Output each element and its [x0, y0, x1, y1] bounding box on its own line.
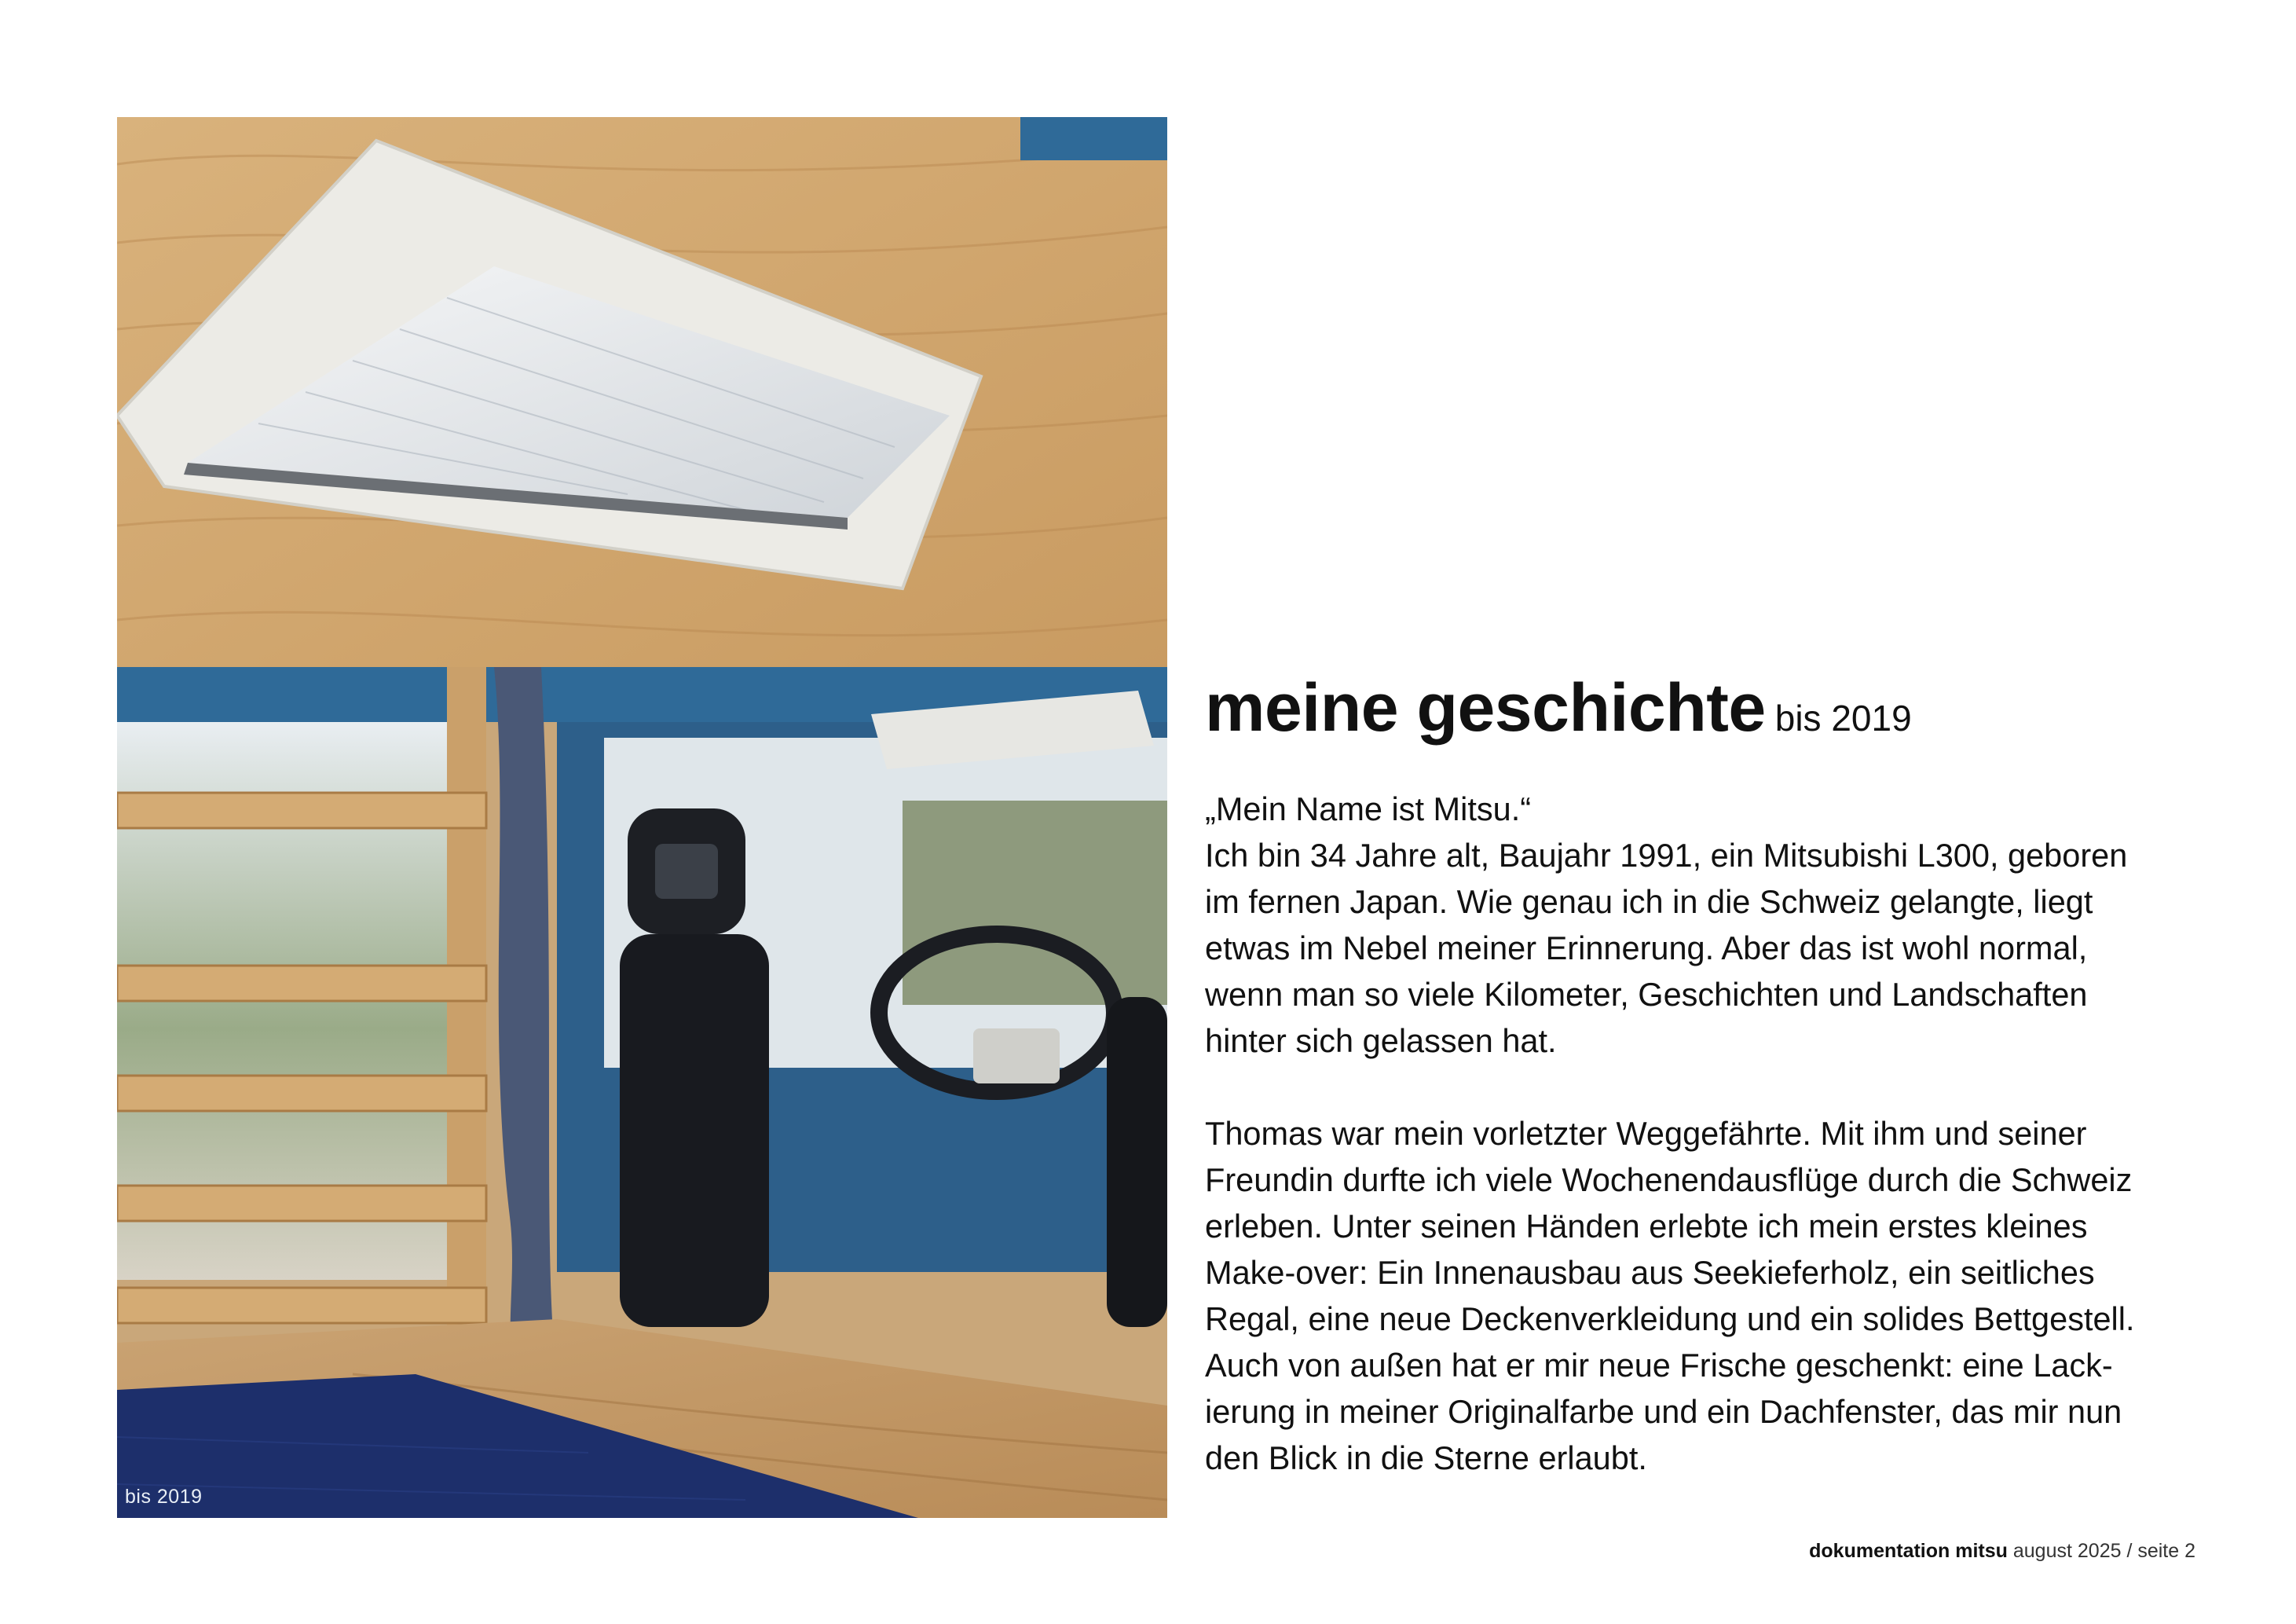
text-line: etwas im Nebel meiner Erinnerung. Aber das ist wohl normal,: [1205, 929, 2088, 966]
page-footer: [1809, 1540, 2195, 1563]
paragraph-2: [1205, 1110, 2210, 1481]
paragraph-1: [1205, 786, 2210, 1064]
footer-doc-title: dokumentation mitsu: [1809, 1540, 2008, 1562]
text-line: Thomas war mein vorletzter Weggefährte. Mit ihm und seiner: [1205, 1115, 2087, 1152]
text-line: Freundin durfte ich viele Wochenendausflüge durch die Schweiz: [1205, 1161, 2133, 1198]
text-line: Auch von außen hat er mir neue Frische geschenkt: eine Lack-: [1205, 1347, 2113, 1384]
text-line: Ich bin 34 Jahre alt, Baujahr 1991, ein Mitsubishi L300, geboren: [1205, 837, 2128, 874]
photo-caption: bis 2019: [125, 1486, 203, 1508]
text-line: im fernen Japan. Wie genau ich in die Schweiz gelangte, liegt: [1205, 883, 2093, 920]
heading-subtitle: bis 2019: [1774, 698, 1912, 739]
heading-title: meine geschichte: [1205, 670, 1766, 746]
text-line: ierung in meiner Originalfarbe und ein Dachfenster, das mir nun: [1205, 1393, 2122, 1430]
footer-date-page: august 2025 / seite 2: [2012, 1540, 2195, 1562]
page-heading: [1205, 670, 2210, 746]
story-text: [1205, 786, 2210, 1481]
text-line: Regal, eine neue Deckenverkleidung und ein solides Bettgestell.: [1205, 1300, 2135, 1337]
photo-illustration: [117, 117, 1167, 1518]
text-line: wenn man so viele Kilometer, Geschichten und Landschaften: [1205, 976, 2088, 1013]
text-line: hinter sich gelassen hat.: [1205, 1022, 1557, 1059]
van-interior-photo: [117, 117, 1167, 1518]
text-line: erleben. Unter seinen Händen erlebte ich mein erstes kleines: [1205, 1208, 2088, 1245]
text-line: Make-over: Ein Innenausbau aus Seekieferholz, ein seitliches: [1205, 1254, 2095, 1291]
text-line: „Mein Name ist Mitsu.“: [1205, 790, 1532, 827]
story-section: [1205, 670, 2210, 1481]
text-line: den Blick in die Sterne erlaubt.: [1205, 1439, 1647, 1476]
